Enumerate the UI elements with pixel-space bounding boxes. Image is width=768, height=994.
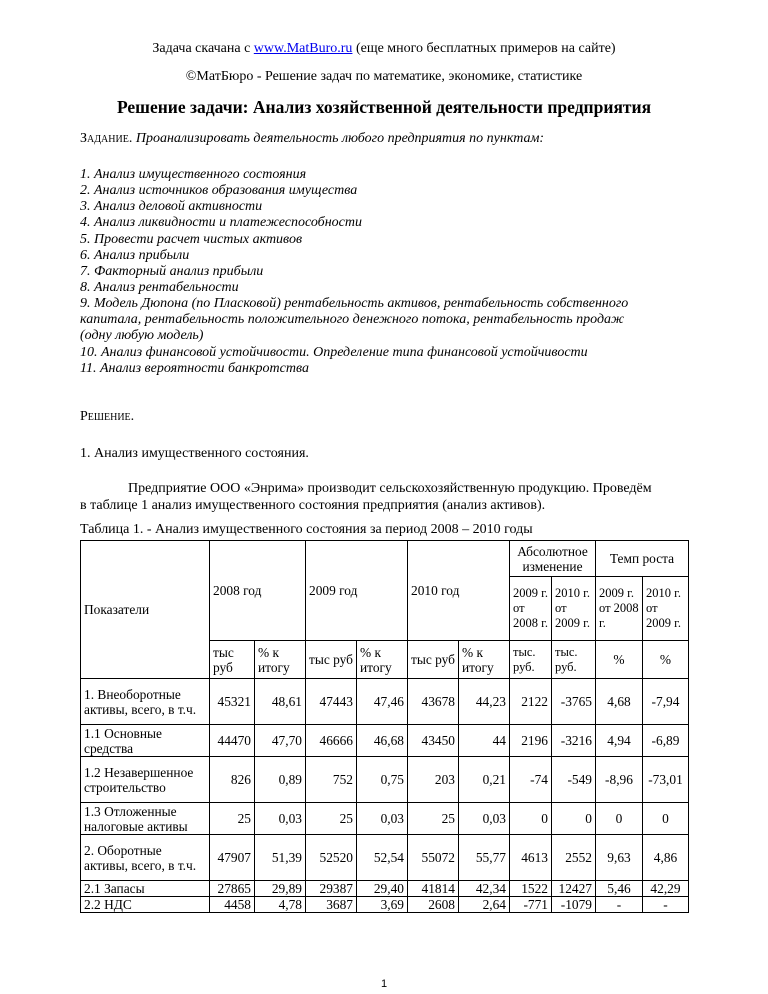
table-caption: Таблица 1. - Анализ имущественного состояния за период 2008 – 2010 годы [80,522,533,537]
table-cell: 4,94 [596,725,643,757]
table-cell: - [643,897,689,913]
task-item: 8. Анализ рентабельности [80,280,239,295]
table-cell: 2552 [552,835,596,881]
table-cell: 52,54 [357,835,408,881]
table-cell: 826 [210,757,255,803]
task-item: 5. Провести расчет чистых активов [80,232,303,247]
task-item: (одну любую модель) [80,328,204,343]
table-cell: 55072 [408,835,459,881]
table-cell: 47443 [306,679,357,725]
table-cell: 51,39 [255,835,306,881]
document-title: Решение задачи: Анализ хозяйственной деятельности предприятия [116,97,652,117]
table-cell: 2608 [408,897,459,913]
table-cell: 2196 [510,725,552,757]
unit-growth: % [596,641,643,679]
table-cell: 44 [459,725,510,757]
table-cell: 12427 [552,881,596,897]
row-label: 1. Внеоборотные активы, всего, в т.ч. [81,679,210,725]
header-text-after: (еще много бесплатных примеров на сайте) [352,41,616,56]
table-cell: 752 [306,757,357,803]
unit-tys: тыс руб [408,641,459,679]
header-text-before: Задача скачана с [152,41,254,56]
table-cell: 42,29 [643,881,689,897]
unit-pct: % к итогу [459,641,510,679]
row-label: 2.1 Запасы [81,881,210,897]
table-cell: 46,68 [357,725,408,757]
table-cell: 44,23 [459,679,510,725]
row-label: 2.2 НДС [81,897,210,913]
table-cell: 43678 [408,679,459,725]
table-cell: -1079 [552,897,596,913]
table-cell: 47907 [210,835,255,881]
table-row [81,881,689,897]
table-cell: 52520 [306,835,357,881]
task-item: 2. Анализ источников образования имущества [80,183,358,198]
table-cell: 29387 [306,881,357,897]
table-cell: 9,63 [596,835,643,881]
row-label: 2. Оборотные активы, всего, в т.ч. [81,835,210,881]
unit-growth: % [643,641,689,679]
table-cell: -73,01 [643,757,689,803]
unit-tys: тыс руб [306,641,357,679]
task-item: 10. Анализ финансовой устойчивости. Определение типа финансовой устойчивости [80,345,588,360]
table-cell: 4,68 [596,679,643,725]
table-cell: -3216 [552,725,596,757]
task-line [80,131,544,147]
header-growth: Темп роста [596,541,689,577]
table-cell: 0,03 [357,803,408,835]
table-cell: 48,61 [255,679,306,725]
table-cell: 2122 [510,679,552,725]
table-cell: 25 [306,803,357,835]
task-item: 1. Анализ имущественного состояния [80,167,307,182]
table-cell: 0,75 [357,757,408,803]
table-cell: 45321 [210,679,255,725]
table-cell: 29,89 [255,881,306,897]
table-cell: -3765 [552,679,596,725]
table-cell: 47,46 [357,679,408,725]
table-cell: 1522 [510,881,552,897]
header-source-line [0,41,768,57]
table-cell: 25 [210,803,255,835]
table-cell: -7,94 [643,679,689,725]
task-label: Задание. [80,131,133,146]
unit-abs: тыс. руб. [552,641,596,679]
asset-analysis-table [80,540,689,913]
table-cell: -771 [510,897,552,913]
unit-pct: % к итогу [357,641,408,679]
task-item: 11. Анализ вероятности банкротства [80,361,309,376]
header-indicators: Показатели [81,541,210,679]
header-copyright: ©МатБюро - Решение задач по математике, экономике, статистике [185,69,583,84]
header-growth-2010: 2010 г. от 2009 г. [643,577,689,641]
table-cell: 0 [643,803,689,835]
task-item: 3. Анализ деловой активности [80,199,263,214]
task-item: 7. Факторный анализ прибыли [80,264,264,279]
page-number: 1 [380,978,388,990]
header-growth-2009: 2009 г. от 2008 г. [596,577,643,641]
table-row [81,679,689,725]
header-abs-2010: 2010 г. от 2009 г. [552,577,596,641]
table-cell: 0,03 [459,803,510,835]
table-cell: 0,89 [255,757,306,803]
unit-tys: тыс руб [210,641,255,679]
table-body [81,679,689,913]
table-cell: 27865 [210,881,255,897]
table-row [81,757,689,803]
header-abs-change: Абсолютное изменение [510,541,596,577]
table-row [81,897,689,913]
table-cell: 2,64 [459,897,510,913]
table-cell: 46666 [306,725,357,757]
table-cell: -74 [510,757,552,803]
table-cell: 0,03 [255,803,306,835]
table-cell: -6,89 [643,725,689,757]
table-cell: - [596,897,643,913]
table-cell: 5,46 [596,881,643,897]
paragraph-line: Предприятие ООО «Энрима» производит сельскохозяйственную продукцию. Проведём [128,481,652,496]
row-label: 1.1 Основные средства [81,725,210,757]
task-item: 9. Модель Дюпона (по Пласковой) рентабельность активов, рентабельность собственного [80,296,629,311]
table-cell: 203 [408,757,459,803]
table-cell: 43450 [408,725,459,757]
matburo-link[interactable]: www.MatBuro.ru [253,41,353,56]
table-cell: -549 [552,757,596,803]
table-cell: 4,86 [643,835,689,881]
table-cell: 42,34 [459,881,510,897]
unit-abs: тыс. руб. [510,641,552,679]
table-cell: 0,21 [459,757,510,803]
table-cell: 0 [552,803,596,835]
paragraph-line: в таблице 1 анализ имущественного состояния предприятия (анализ активов). [80,498,546,513]
table-row [81,725,689,757]
header-2009: 2009 год [306,541,408,641]
task-text: Проанализировать деятельность любого предприятия по пунктам: [135,131,545,146]
solution-label: Решение. [80,409,135,424]
table-cell: 44470 [210,725,255,757]
table-row [81,803,689,835]
task-item: 6. Анализ прибыли [80,248,190,263]
table-cell: 25 [408,803,459,835]
table-cell: 4458 [210,897,255,913]
table-cell: 47,70 [255,725,306,757]
task-item: капитала, рентабельность положительного денежного потока, рентабельность продаж [80,312,625,327]
table-cell: -8,96 [596,757,643,803]
table-row [81,835,689,881]
table-cell: 3687 [306,897,357,913]
table-cell: 4613 [510,835,552,881]
table-cell: 4,78 [255,897,306,913]
row-label: 1.3 Отложенные налоговые активы [81,803,210,835]
section-heading: 1. Анализ имущественного состояния. [80,446,309,461]
table-cell: 0 [596,803,643,835]
table-cell: 41814 [408,881,459,897]
row-label: 1.2 Незавершенное строительство [81,757,210,803]
unit-pct: % к итогу [255,641,306,679]
header-abs-2009: 2009 г. от 2008 г. [510,577,552,641]
table-cell: 0 [510,803,552,835]
table-cell: 3,69 [357,897,408,913]
header-2008: 2008 год [210,541,306,641]
task-item: 4. Анализ ликвидности и платежеспособности [80,215,362,230]
table-cell: 55,77 [459,835,510,881]
table-cell: 29,40 [357,881,408,897]
header-2010: 2010 год [408,541,510,641]
